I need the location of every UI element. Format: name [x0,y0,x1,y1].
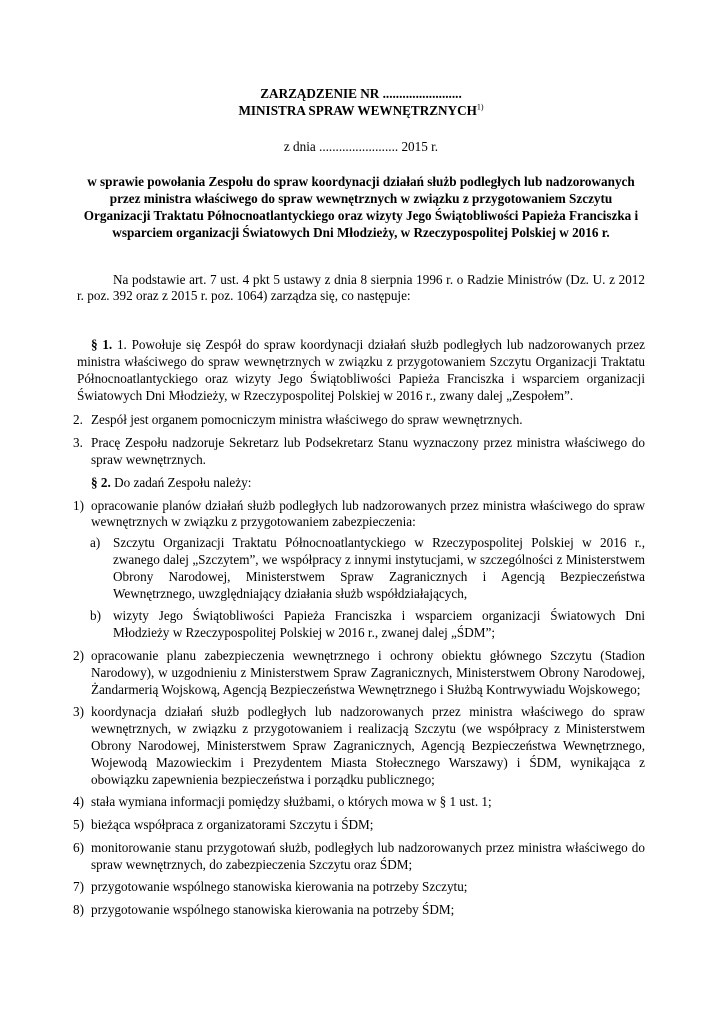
section-2-item [73,497,645,532]
section-2-subitem [77,535,645,602]
section-2-item [73,704,645,788]
title-line-2 [77,103,645,120]
item-number: 2. [73,412,83,428]
item-number: 1) [73,497,84,513]
item-text: koordynacja działań służb podległych lub nadzorowanych przez ministra właściwego do spraw wewnętrznych, w związku z przygotowaniem i realizacją Szczytu (we współpracy z Ministerstwem Obrony Narodowej, Ministerstwem Spraw Zagranicznych, Agencją Bezpieczeństwa Wewnętrznego, Wojewodą Mazowieckim i Prezydentem Miasta Stołecznego Warszawy) i ŚDM, wynikająca z obowiązku zapewnienia bezpieczeństwa i porządku publicznego; [91,704,645,787]
subitem-text: wizyty Jego Świątobliwości Papieża Franciszka i wsparciem organizacji Światowych Dni Młodzieży w Rzeczypospolitej Polskiej w 2016 r., zwanej dalej „ŚDM”; [113,608,645,641]
section-2-item [73,902,645,919]
item-number: 3. [73,435,83,451]
subitem-text: Szczytu Organizacji Traktatu Północnoatlantyckiego w Rzeczypospolitej Polskiej w 2016 r., zwanego dalej „Szczytem”, we współpracy z innymi instytucjami, w szczególności z Ministerstwem Obrony Narodowej, Ministerstwem Spraw Zagranicznych i Agencją Bezpieczeństwa Wewnętrznego, uwzględniający działania służb współdziałających, [113,535,645,601]
item-number: 3) [73,704,84,720]
item-text: Pracę Zespołu nadzoruje Sekretarz lub Podsekretarz Stanu wyznaczony przez ministra właściwego do spraw wewnętrznych. [91,435,645,467]
item-text: opracowanie planu zabezpieczenia wewnętrznego i ochrony obiektu głównego Szczytu (Stadion Narodowy), w uzgodnieniu z Ministerstwem Spraw Zagranicznych, Ministerstwem Obrony Narodowej, Żandarmerią Wojskową, Agencją Bezpieczeństwa Wewnętrznego i Służbą Kontrwywiadu Wojskowego; [91,647,645,697]
item-number: 7) [73,879,84,895]
document-title [77,86,645,120]
item-text: monitorowanie stanu przygotowań służb, podległych lub nadzorowanych przez ministra właściwego do spraw wewnętrznych, do zabezpieczenia Szczytu oraz ŚDM; [91,839,645,872]
section-2-item [73,817,645,834]
title-line-1: ZARZĄDZENIE NR ........................ [260,86,462,101]
section-1-paragraph-1 [77,337,645,404]
section-1-item [73,435,645,469]
section-2-item [73,839,645,874]
title-line-2-text: MINISTRA SPRAW WEWNĘTRZNYCH [238,102,477,118]
subitem-letter: a) [90,535,101,551]
item-text: przygotowanie wspólnego stanowiska kierowania na potrzeby ŚDM; [91,902,455,918]
section-2-intro [77,475,645,492]
legal-basis: Na podstawie art. 7 ust. 4 pkt 5 ustawy z dnia 8 sierpnia 1996 r. o Radzie Ministrów (Dz. U. z 2012 r. poz. 392 oraz z 2015 r. poz. 1064) zarządza się, co następuje: [77,271,645,304]
section-1-item [73,412,645,429]
item-text: Zespół jest organem pomocniczym ministra właściwego do spraw wewnętrznych. [91,412,523,428]
subitem-letter: b) [90,608,101,624]
item-number: 6) [73,839,84,855]
section-2-item [73,794,645,811]
item-number: 8) [73,902,84,918]
section-2-subitem [77,608,645,642]
item-number: 2) [73,647,84,663]
section-1-marker: § 1. [91,337,113,353]
document-subject: w sprawie powołania Zespołu do spraw koordynacji działań służb podległych lub nadzorowanych przez ministra właściwego do spraw wewnętrznych w związku z przygotowaniem Szczytu Organizacji Traktatu Północnoatlantyckiego oraz wizyty Jego Świątobliwości Papieża Franciszka i wsparciem organizacji Światowych Dni Młodzieży, w Rzeczypospolitej Polskiej w 2016 r. [83,174,639,240]
section-2-intro-text: Do zadań Zespołu należy: [114,474,252,490]
item-text: stała wymiana informacji pomiędzy służbami, o których mowa w § 1 ust. 1; [91,794,492,810]
footnote-marker: 1) [476,102,484,112]
section-2-marker: § 2. [91,474,111,490]
section-1-text: 1. Powołuje się Zespół do spraw koordynacji działań służb podległych lub nadzorowanych przez ministra właściwego do spraw wewnętrznych w związku z przygotowaniem Szczytu Organizacji Traktatu Północnoatlantyckiego oraz wizyty Jego Świątobliwości Papieża Franciszka i wsparciem organizacji Światowych Dni Młodzieży, w Rzeczypospolitej Polskiej w 2016 r., zwany dalej „Zespołem”. [77,337,646,403]
item-number: 5) [73,817,84,833]
item-text: opracowanie planów działań służb podległych lub nadzorowanych przez ministra właściwego do spraw wewnętrznych w związku z przygotowaniem zabezpieczenia: [91,497,645,530]
item-text: bieżąca współpraca z organizatorami Szczytu i ŚDM; [91,817,374,833]
item-text: przygotowanie wspólnego stanowiska kierowania na potrzeby Szczytu; [91,879,468,895]
document-date: z dnia ........................ 2015 r. [283,138,439,154]
document-content [73,86,646,919]
section-2-item [73,647,645,698]
section-2-item [73,879,645,896]
item-number: 4) [73,794,84,810]
